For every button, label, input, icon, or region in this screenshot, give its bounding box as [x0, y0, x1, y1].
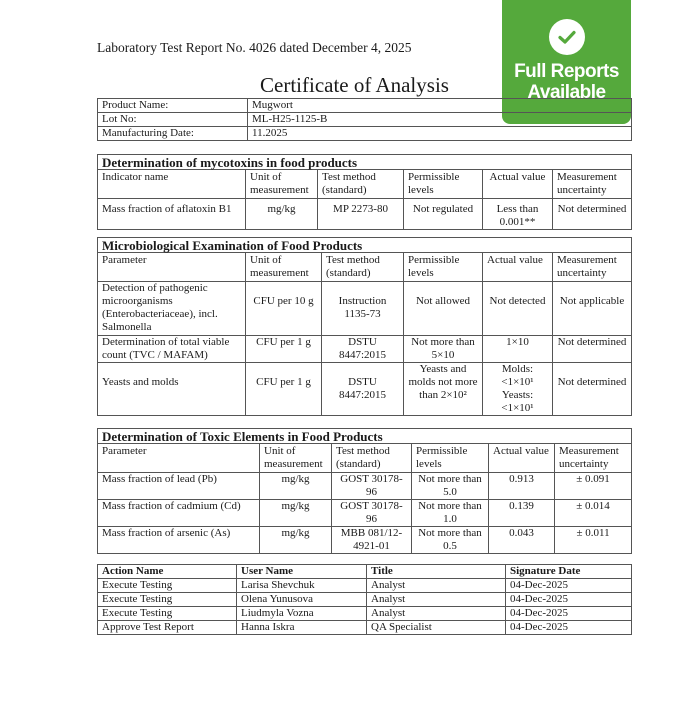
table-cell: Yeasts and molds not more than 2×10² — [404, 363, 483, 416]
table-cell: 1×10 — [483, 336, 553, 363]
table-cell: Not determined — [553, 199, 632, 230]
table-cell: QA Specialist — [367, 621, 506, 635]
manufacturing-date-label: Manufacturing Date: — [98, 127, 248, 141]
table-cell: mg/kg — [260, 473, 332, 500]
table-cell: Approve Test Report — [98, 621, 237, 635]
table-row — [98, 621, 632, 635]
table-cell: Execute Testing — [98, 607, 237, 621]
table-row — [98, 593, 632, 607]
table-cell: mg/kg — [260, 500, 332, 527]
table-cell: Liudmyla Vozna — [237, 607, 367, 621]
table-cell: Determination of total viable count (TVC / MAFAM) — [98, 336, 246, 363]
product-info-table — [97, 98, 632, 141]
table-cell: 04-Dec-2025 — [506, 621, 632, 635]
table-cell: Not applicable — [553, 282, 632, 336]
table-cell: GOST 30178-96 — [332, 500, 412, 527]
report-number-line: Laboratory Test Report No. 4026 dated December 4, 2025 — [97, 40, 412, 55]
table-cell: GOST 30178-96 — [332, 473, 412, 500]
column-header: Measurement uncertainty — [553, 170, 632, 199]
table-row — [98, 579, 632, 593]
table-row — [98, 199, 632, 230]
table-cell: Execute Testing — [98, 593, 237, 607]
table-cell: Less than 0.001** — [483, 199, 553, 230]
table-cell: Not determined — [553, 336, 632, 363]
table-cell: Not more than 1.0 — [412, 500, 489, 527]
table-cell: Mass fraction of lead (Pb) — [98, 473, 260, 500]
table-cell: ± 0.014 — [555, 500, 632, 527]
column-header: Unit of measurement — [246, 170, 318, 199]
table-cell: 0.913 — [489, 473, 555, 500]
column-header: Test method (standard) — [318, 170, 404, 199]
toxic-elements-title: Determination of Toxic Elements in Food Products — [98, 429, 632, 444]
column-header: Title — [367, 565, 506, 579]
microbiological-table — [97, 237, 632, 416]
table-row — [98, 363, 632, 416]
mycotoxins-table — [97, 154, 632, 230]
lot-value: ML-H25-1125-B — [248, 113, 632, 127]
table-cell: CFU per 1 g — [246, 363, 322, 416]
table-cell: 04-Dec-2025 — [506, 593, 632, 607]
table-cell: Execute Testing — [98, 579, 237, 593]
table-cell: Not more than 5.0 — [412, 473, 489, 500]
table-cell: Larisa Shevchuk — [237, 579, 367, 593]
column-header: Measurement uncertainty — [555, 444, 632, 473]
badge-line-2: Available — [527, 82, 606, 103]
table-header-row — [98, 444, 632, 473]
badge-line-1: Full Reports — [514, 61, 619, 82]
table-row — [98, 127, 632, 141]
column-header: Unit of measurement — [246, 253, 322, 282]
column-header: Measurement uncertainty — [553, 253, 632, 282]
table-row — [98, 282, 632, 336]
table-cell: Mass fraction of cadmium (Cd) — [98, 500, 260, 527]
product-value: Mugwort — [248, 99, 632, 113]
table-cell: Yeasts and molds — [98, 363, 246, 416]
table-cell: Not allowed — [404, 282, 483, 336]
table-cell: Analyst — [367, 593, 506, 607]
check-icon — [549, 19, 585, 55]
table-cell: Not more than 0.5 — [412, 527, 489, 554]
table-cell: 04-Dec-2025 — [506, 579, 632, 593]
table-cell: Olena Yunusova — [237, 593, 367, 607]
table-cell: DSTU 8447:2015 — [322, 336, 404, 363]
table-cell: Analyst — [367, 579, 506, 593]
lot-label: Lot No: — [98, 113, 248, 127]
column-header: Indicator name — [98, 170, 246, 199]
table-cell: MP 2273-80 — [318, 199, 404, 230]
table-row — [98, 473, 632, 500]
column-header: Parameter — [98, 253, 246, 282]
column-header: Unit of measurement — [260, 444, 332, 473]
table-cell: Not more than 5×10 — [404, 336, 483, 363]
table-cell: Detection of pathogenic microorganisms (Enterobacteriaceae), incl. Salmonella — [98, 282, 246, 336]
mycotoxins-title: Determination of mycotoxins in food products — [98, 155, 632, 170]
toxic-elements-table — [97, 428, 632, 554]
table-row — [98, 527, 632, 554]
table-header-row — [98, 565, 632, 579]
table-cell: Molds: <1×10¹ Yeasts: <1×10¹ — [483, 363, 553, 416]
table-cell: mg/kg — [246, 199, 318, 230]
table-header-row — [98, 170, 632, 199]
table-cell: Analyst — [367, 607, 506, 621]
column-header: Permissible levels — [404, 253, 483, 282]
column-header: Actual value — [489, 444, 555, 473]
table-cell: 0.139 — [489, 500, 555, 527]
column-header: Signature Date — [506, 565, 632, 579]
column-header: User Name — [237, 565, 367, 579]
column-header: Action Name — [98, 565, 237, 579]
table-cell: ± 0.091 — [555, 473, 632, 500]
column-header: Test method (standard) — [332, 444, 412, 473]
table-cell: Not detected — [483, 282, 553, 336]
table-cell: Mass fraction of aflatoxin B1 — [98, 199, 246, 230]
table-cell: mg/kg — [260, 527, 332, 554]
table-cell: Not determined — [553, 363, 632, 416]
table-row — [98, 336, 632, 363]
table-row — [98, 113, 632, 127]
manufacturing-date-value: 11.2025 — [248, 127, 632, 141]
certificate-title: Certificate of Analysis — [260, 73, 449, 97]
table-cell: CFU per 10 g — [246, 282, 322, 336]
table-row — [98, 500, 632, 527]
microbiological-title: Microbiological Examination of Food Products — [98, 238, 632, 253]
signatures-table — [97, 564, 632, 635]
table-row — [98, 607, 632, 621]
table-row — [98, 99, 632, 113]
table-cell: 0.043 — [489, 527, 555, 554]
table-cell: Mass fraction of arsenic (As) — [98, 527, 260, 554]
table-cell: DSTU 8447:2015 — [322, 363, 404, 416]
product-label: Product Name: — [98, 99, 248, 113]
table-cell: CFU per 1 g — [246, 336, 322, 363]
table-header-row — [98, 253, 632, 282]
column-header: Actual value — [483, 170, 553, 199]
table-cell: MBB 081/12-4921-01 — [332, 527, 412, 554]
table-cell: Instruction 1135-73 — [322, 282, 404, 336]
column-header: Parameter — [98, 444, 260, 473]
column-header: Permissible levels — [412, 444, 489, 473]
table-cell: Hanna Iskra — [237, 621, 367, 635]
column-header: Actual value — [483, 253, 553, 282]
column-header: Test method (standard) — [322, 253, 404, 282]
column-header: Permissible levels — [404, 170, 483, 199]
table-cell: 04-Dec-2025 — [506, 607, 632, 621]
table-cell: ± 0.011 — [555, 527, 632, 554]
table-cell: Not regulated — [404, 199, 483, 230]
